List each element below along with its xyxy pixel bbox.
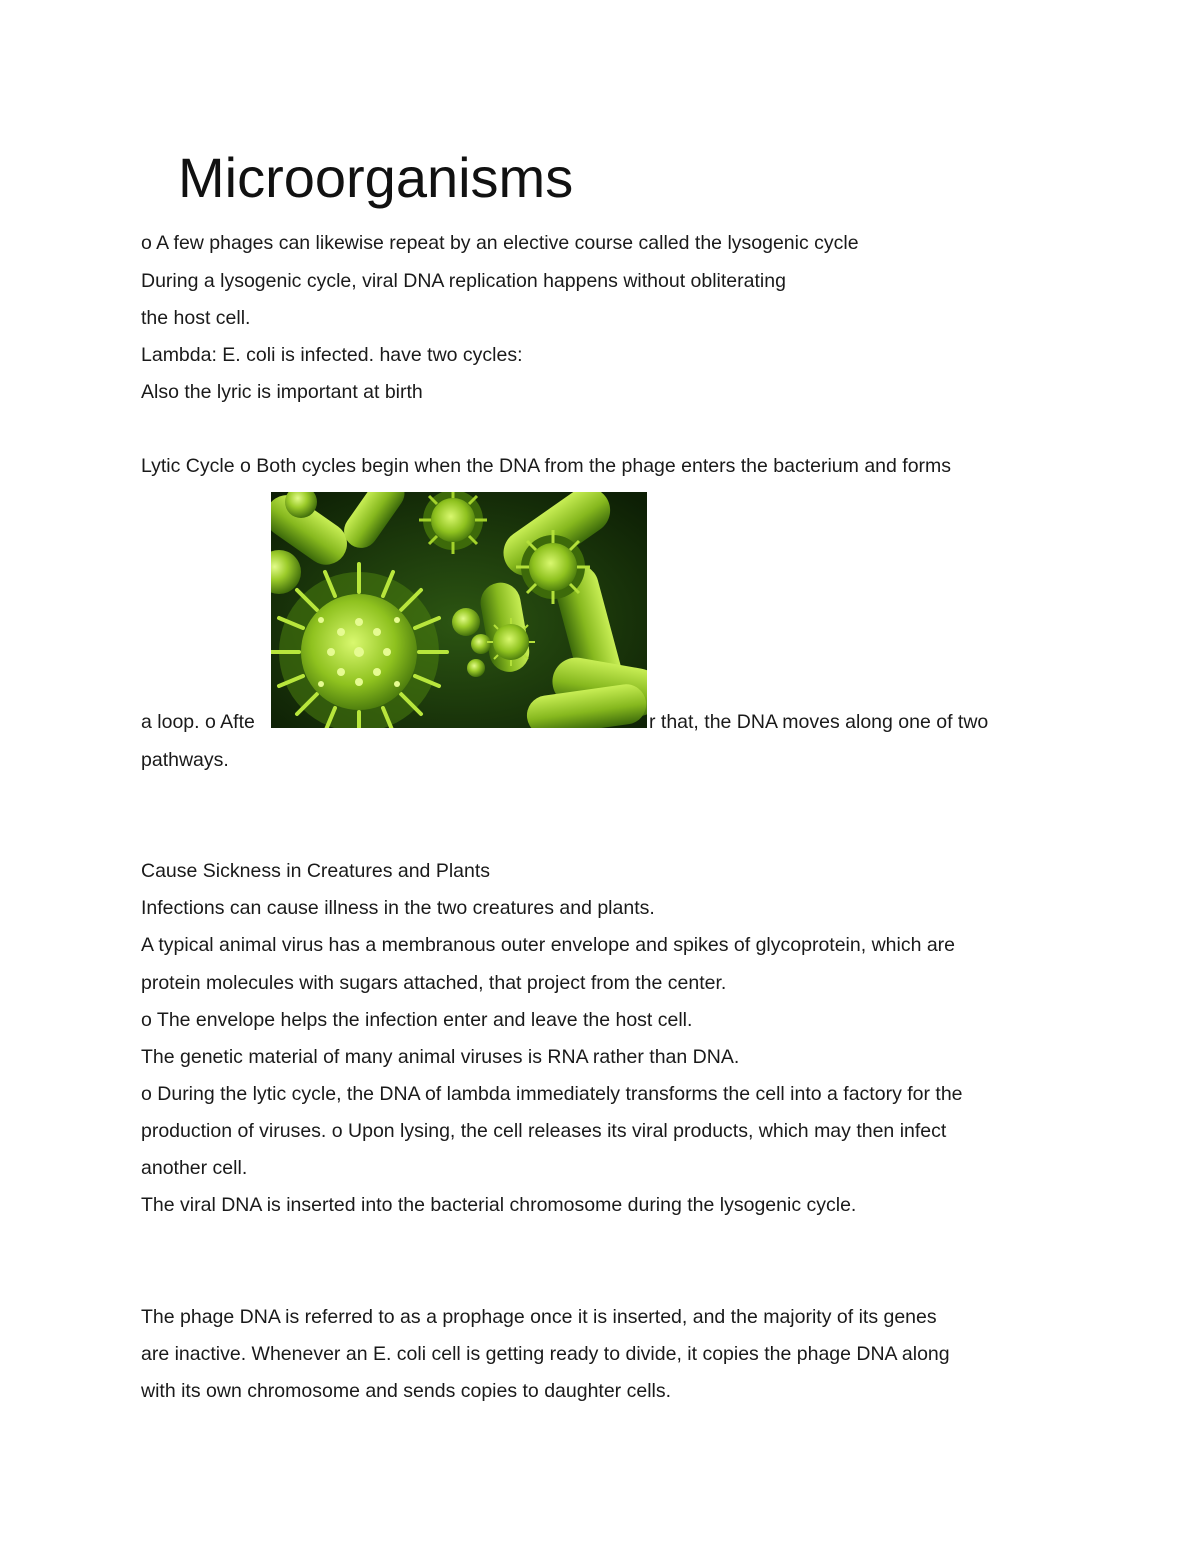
paragraph-line: the host cell. bbox=[141, 307, 251, 329]
paragraph-line: The viral DNA is inserted into the bacterial chromosome during the lysogenic cycle. bbox=[141, 1194, 857, 1216]
section-heading: Cause Sickness in Creatures and Plants bbox=[141, 860, 491, 882]
paragraph-line: o The envelope helps the infection enter and leave the host cell. bbox=[141, 1009, 693, 1031]
paragraph-line: o During the lytic cycle, the DNA of lambda immediately transforms the cell into a factory for the bbox=[141, 1083, 963, 1105]
paragraph-line: o A few phages can likewise repeat by an elective course called the lysogenic cycle bbox=[141, 232, 859, 254]
page-title: Microorganisms bbox=[178, 146, 574, 209]
microorganisms-image bbox=[271, 492, 647, 728]
paragraph-line: pathways. bbox=[141, 749, 229, 771]
paragraph-line: a loop. o Afte bbox=[141, 711, 255, 733]
paragraph-line: Infections can cause illness in the two creatures and plants. bbox=[141, 897, 655, 919]
paragraph-line: r that, the DNA moves along one of two bbox=[649, 711, 989, 733]
paragraph-line: Lytic Cycle o Both cycles begin when the DNA from the phage enters the bacterium and forms bbox=[141, 455, 952, 477]
paragraph-line: another cell. bbox=[141, 1157, 248, 1179]
paragraph-line: with its own chromosome and sends copies to daughter cells. bbox=[141, 1380, 672, 1402]
paragraph-line: Lambda: E. coli is infected. have two cycles: bbox=[141, 344, 523, 366]
paragraph-line: A typical animal virus has a membranous outer envelope and spikes of glycoprotein, which are bbox=[141, 934, 956, 956]
paragraph-line: protein molecules with sugars attached, that project from the center. bbox=[141, 972, 727, 994]
paragraph-line: Also the lyric is important at birth bbox=[141, 381, 423, 403]
paragraph-line: The genetic material of many animal viruses is RNA rather than DNA. bbox=[141, 1046, 740, 1068]
paragraph-line: During a lysogenic cycle, viral DNA replication happens without obliterating bbox=[141, 270, 786, 292]
paragraph-line: The phage DNA is referred to as a prophage once it is inserted, and the majority of its genes bbox=[141, 1306, 937, 1328]
paragraph-line: are inactive. Whenever an E. coli cell is getting ready to divide, it copies the phage DNA along bbox=[141, 1343, 950, 1365]
microorganisms-illustration-icon bbox=[271, 492, 647, 728]
paragraph-line: production of viruses. o Upon lysing, the cell releases its viral products, which may then infect bbox=[141, 1120, 947, 1142]
